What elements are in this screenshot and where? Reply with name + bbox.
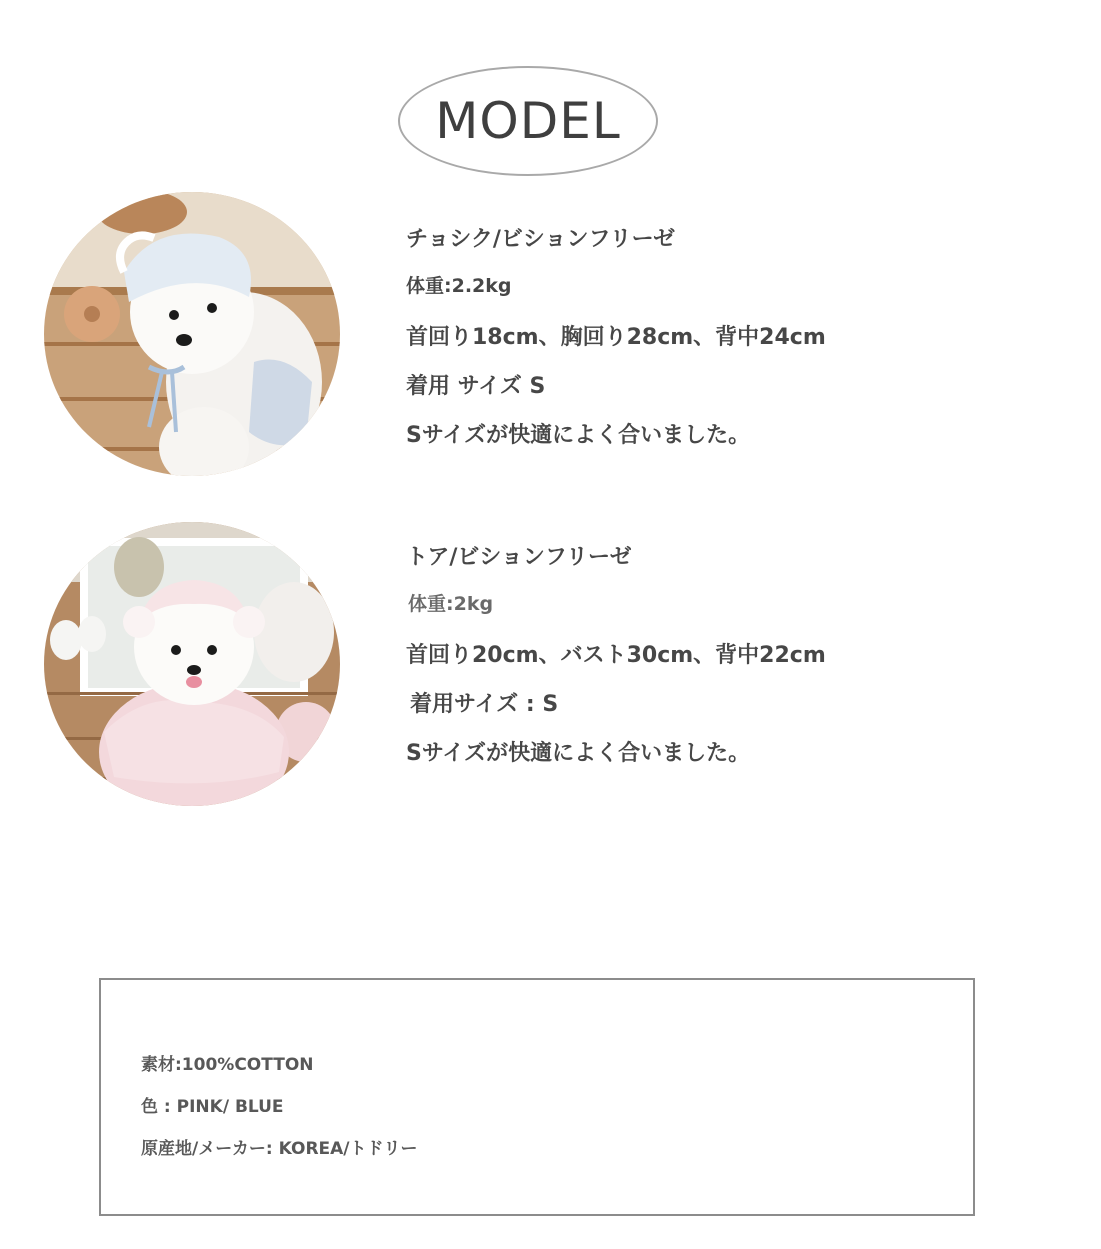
model-name: チョシク/ビションフリーゼ bbox=[406, 227, 676, 252]
model-photo-1 bbox=[44, 192, 340, 476]
spec-material: 素材:100%COTTON bbox=[141, 1055, 314, 1075]
model-info-1 bbox=[406, 222, 826, 467]
model-weight: 体重:2kg bbox=[408, 593, 494, 615]
model-name: トア/ビションフリーゼ bbox=[406, 545, 632, 570]
model-size-worn: 着用 サイズ S bbox=[406, 374, 546, 399]
page-title: MODEL bbox=[435, 92, 621, 150]
spec-color: 色 : PINK/ BLUE bbox=[141, 1097, 284, 1117]
spec-origin: 原産地/メーカー: KOREA/トドリー bbox=[141, 1139, 418, 1159]
model-measurements: 首回り20cm、バスト30cm、背中22cm bbox=[406, 643, 826, 668]
model-info-2 bbox=[406, 540, 826, 785]
model-photo-2 bbox=[44, 522, 340, 806]
model-badge bbox=[398, 66, 658, 176]
model-fit-note: Sサイズが快適によく合いました。 bbox=[406, 741, 751, 766]
product-spec-box bbox=[99, 978, 975, 1216]
model-measurements: 首回り18cm、胸回り28cm、背中24cm bbox=[406, 325, 826, 350]
bichon-blue-bonnet-icon bbox=[44, 192, 340, 476]
model-size-worn: 着用サイズ : S bbox=[410, 692, 559, 717]
model-weight: 体重:2.2kg bbox=[406, 275, 512, 297]
model-fit-note: Sサイズが快適によく合いました。 bbox=[406, 423, 751, 448]
bichon-pink-bonnet-icon bbox=[44, 522, 340, 806]
